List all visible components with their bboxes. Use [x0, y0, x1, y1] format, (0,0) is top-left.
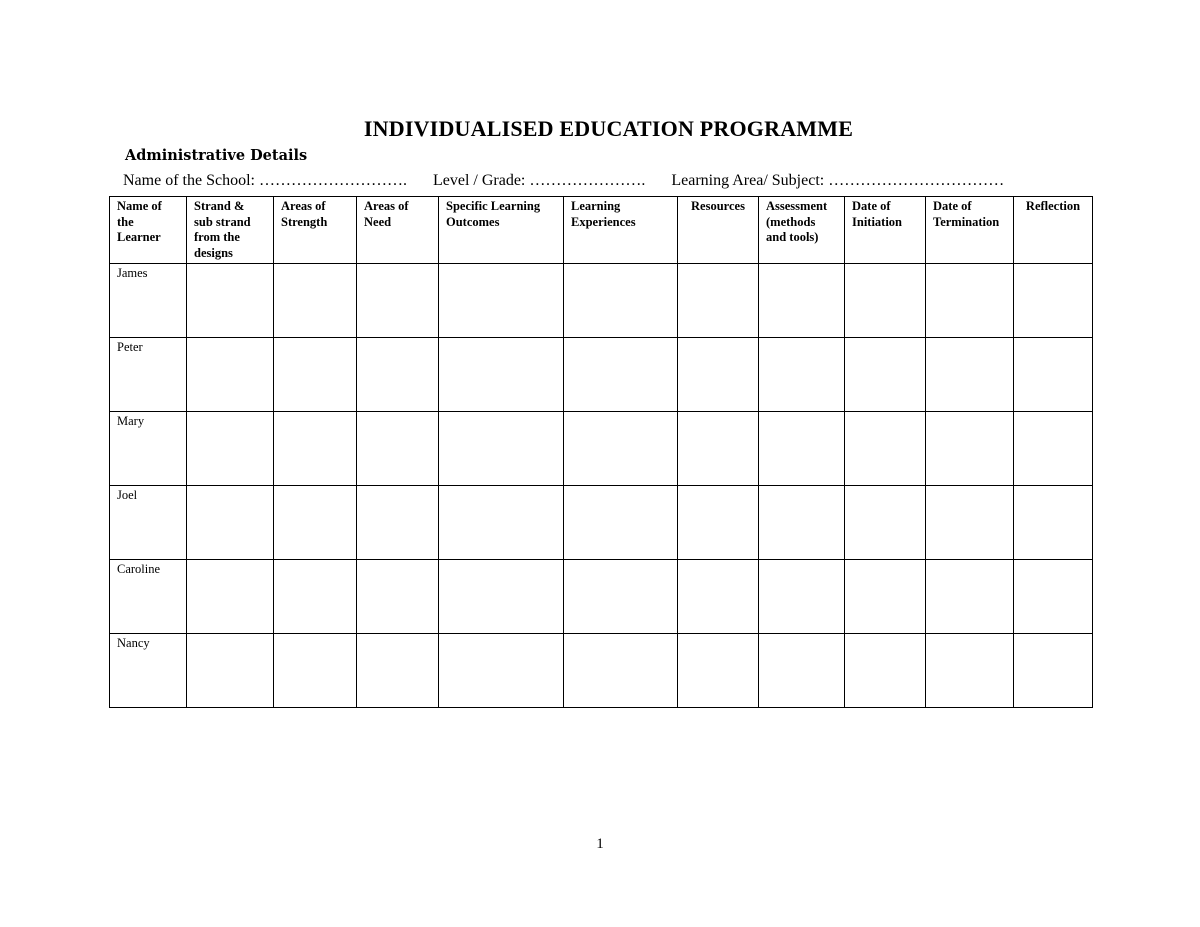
- strand-cell[interactable]: [187, 560, 274, 634]
- learner-name-cell: Mary: [110, 412, 187, 486]
- strength-cell[interactable]: [274, 560, 357, 634]
- strand-cell[interactable]: [187, 634, 274, 708]
- experiences-cell[interactable]: [564, 486, 678, 560]
- assessment-cell[interactable]: [759, 634, 845, 708]
- strength-cell[interactable]: [274, 634, 357, 708]
- experiences-cell[interactable]: [564, 634, 678, 708]
- strength-cell[interactable]: [274, 264, 357, 338]
- need-cell[interactable]: [357, 412, 439, 486]
- reflection-cell[interactable]: [1014, 634, 1093, 708]
- resources-cell[interactable]: [678, 412, 759, 486]
- termination-date-cell[interactable]: [926, 634, 1014, 708]
- outcomes-cell[interactable]: [439, 486, 564, 560]
- outcomes-cell[interactable]: [439, 560, 564, 634]
- resources-cell[interactable]: [678, 264, 759, 338]
- column-header-experiences: Learning Experiences: [564, 197, 678, 264]
- reflection-cell[interactable]: [1014, 264, 1093, 338]
- experiences-cell[interactable]: [564, 264, 678, 338]
- column-header-need: Areas of Need: [357, 197, 439, 264]
- strength-cell[interactable]: [274, 486, 357, 560]
- strength-cell[interactable]: [274, 338, 357, 412]
- strand-cell[interactable]: [187, 486, 274, 560]
- table-row: [110, 486, 1093, 560]
- learner-name-cell: James: [110, 264, 187, 338]
- column-header-termination-date: Date of Termination: [926, 197, 1014, 264]
- learner-name-cell: Peter: [110, 338, 187, 412]
- experiences-cell[interactable]: [564, 412, 678, 486]
- initiation-date-cell[interactable]: [845, 264, 926, 338]
- termination-date-cell[interactable]: [926, 264, 1014, 338]
- strength-cell[interactable]: [274, 412, 357, 486]
- level-grade-field: Level / Grade: ………………….: [432, 172, 646, 189]
- section-subtitle: Administrative Details: [125, 147, 308, 164]
- column-header-resources: Resources: [678, 197, 759, 264]
- resources-cell[interactable]: [678, 338, 759, 412]
- column-header-initiation-date: Date of Initiation: [845, 197, 926, 264]
- strand-cell[interactable]: [187, 412, 274, 486]
- learning-area-field: Learning Area/ Subject: ……………………………: [671, 172, 1005, 189]
- column-header-assessment: Assessment (methods and tools): [759, 197, 845, 264]
- table-row: [110, 634, 1093, 708]
- strand-cell[interactable]: [187, 338, 274, 412]
- need-cell[interactable]: [357, 634, 439, 708]
- resources-cell[interactable]: [678, 486, 759, 560]
- reflection-cell[interactable]: [1014, 412, 1093, 486]
- column-header-learner-name: Name of the Learner: [110, 197, 187, 264]
- resources-cell[interactable]: [678, 634, 759, 708]
- need-cell[interactable]: [357, 560, 439, 634]
- reflection-cell[interactable]: [1014, 338, 1093, 412]
- assessment-cell[interactable]: [759, 486, 845, 560]
- table-row: [110, 560, 1093, 634]
- column-header-strand: Strand & sub strand from the designs: [187, 197, 274, 264]
- need-cell[interactable]: [357, 486, 439, 560]
- termination-date-cell[interactable]: [926, 560, 1014, 634]
- experiences-cell[interactable]: [564, 338, 678, 412]
- assessment-cell[interactable]: [759, 264, 845, 338]
- outcomes-cell[interactable]: [439, 634, 564, 708]
- reflection-cell[interactable]: [1014, 486, 1093, 560]
- outcomes-cell[interactable]: [439, 412, 564, 486]
- resources-cell[interactable]: [678, 560, 759, 634]
- assessment-cell[interactable]: [759, 338, 845, 412]
- table-header-row: [110, 197, 1093, 264]
- learner-name-cell: Nancy: [110, 634, 187, 708]
- initiation-date-cell[interactable]: [845, 412, 926, 486]
- column-header-reflection: Reflection: [1014, 197, 1093, 264]
- strand-cell[interactable]: [187, 264, 274, 338]
- assessment-cell[interactable]: [759, 412, 845, 486]
- termination-date-cell[interactable]: [926, 412, 1014, 486]
- table-row: [110, 412, 1093, 486]
- table-row: [110, 264, 1093, 338]
- need-cell[interactable]: [357, 264, 439, 338]
- column-header-outcomes: Specific Learning Outcomes: [439, 197, 564, 264]
- termination-date-cell[interactable]: [926, 486, 1014, 560]
- initiation-date-cell[interactable]: [845, 634, 926, 708]
- document-title: INDIVIDUALISED EDUCATION PROGRAMME: [363, 116, 854, 141]
- page-number: 1: [596, 836, 604, 852]
- assessment-cell[interactable]: [759, 560, 845, 634]
- reflection-cell[interactable]: [1014, 560, 1093, 634]
- outcomes-cell[interactable]: [439, 338, 564, 412]
- initiation-date-cell[interactable]: [845, 338, 926, 412]
- learner-name-cell: Caroline: [110, 560, 187, 634]
- need-cell[interactable]: [357, 338, 439, 412]
- iep-table: [109, 196, 1093, 708]
- initiation-date-cell[interactable]: [845, 560, 926, 634]
- table-row: [110, 338, 1093, 412]
- experiences-cell[interactable]: [564, 560, 678, 634]
- initiation-date-cell[interactable]: [845, 486, 926, 560]
- column-header-strength: Areas of Strength: [274, 197, 357, 264]
- termination-date-cell[interactable]: [926, 338, 1014, 412]
- admin-details-line: [123, 172, 1098, 190]
- school-name-field: Name of the School: ……………………….: [123, 172, 407, 189]
- learner-name-cell: Joel: [110, 486, 187, 560]
- outcomes-cell[interactable]: [439, 264, 564, 338]
